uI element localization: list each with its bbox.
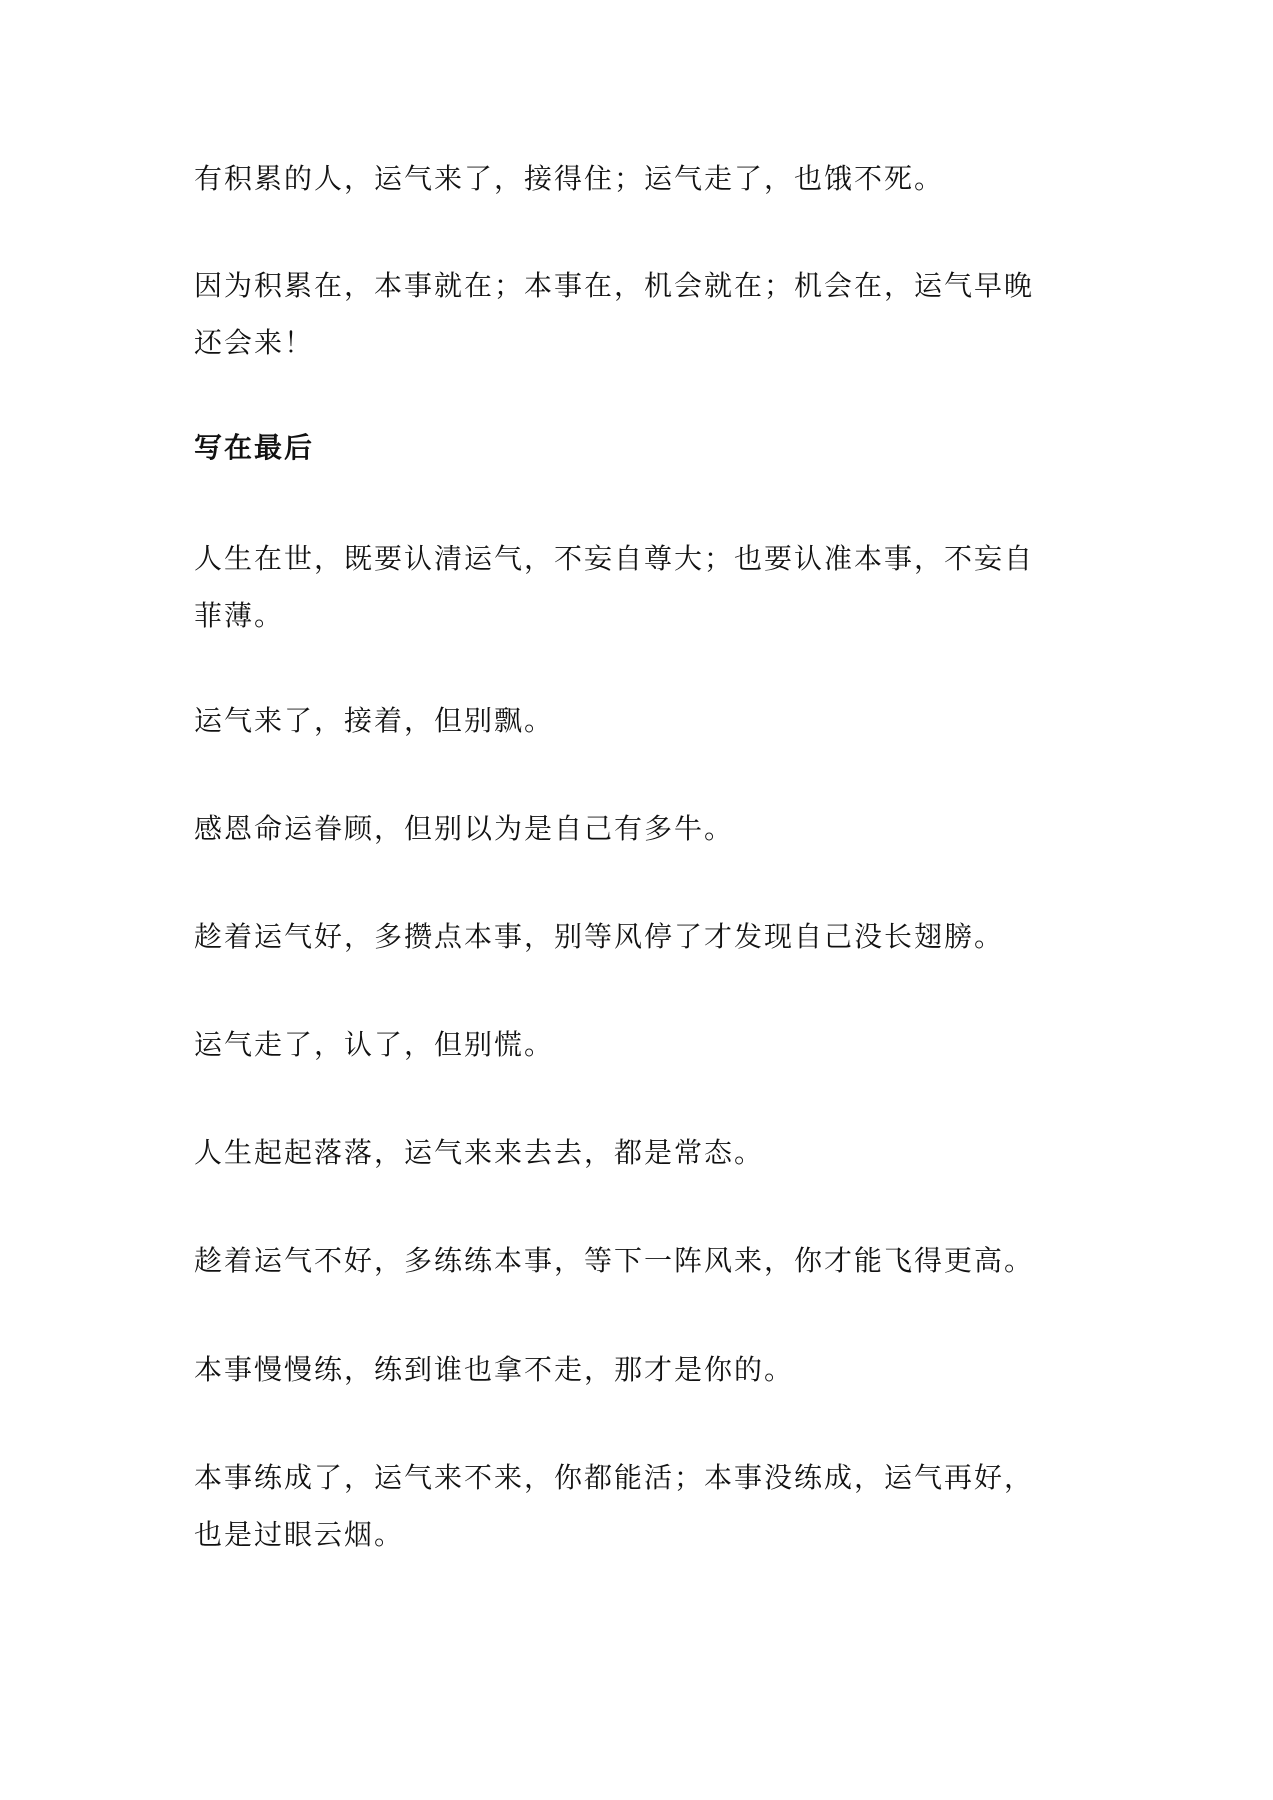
- paragraph-line: 本事练成了，运气来不来，你都能活；本事没练成，运气再好，: [194, 1461, 1035, 1494]
- paragraph-8: [194, 1124, 1094, 1181]
- paragraph-7: [194, 1016, 1094, 1073]
- paragraph-line: 本事慢慢练，练到谁也拿不走，那才是你的。: [194, 1353, 795, 1386]
- paragraph-line: 因为积累在，本事就在；本事在，机会就在；机会在，运气早晚: [194, 269, 1035, 302]
- paragraph-3: [194, 530, 1094, 644]
- paragraph-line: 也是过眼云烟。: [194, 1518, 405, 1551]
- section-heading: [194, 419, 1094, 476]
- paragraph-line: 感恩命运眷顾，但别以为是自己有多牛。: [194, 812, 735, 845]
- paragraph-line: 有积累的人，运气来了，接得住；运气走了，也饿不死。: [194, 162, 945, 195]
- paragraph-line: 运气来了，接着，但别飘。: [194, 704, 555, 737]
- paragraph-9: [194, 1232, 1094, 1289]
- paragraph-line: 趁着运气不好，多练练本事，等下一阵风来，你才能飞得更高。: [194, 1244, 1035, 1277]
- paragraph-10: [194, 1341, 1094, 1398]
- paragraph-line: 还会来！: [194, 326, 315, 359]
- paragraph-line: 人生起起落落，运气来来去去，都是常态。: [194, 1136, 765, 1169]
- paragraph-1: [194, 150, 1094, 207]
- heading-text: 写在最后: [194, 431, 315, 464]
- paragraph-11: [194, 1449, 1094, 1563]
- paragraph-line: 运气走了，认了，但别慌。: [194, 1028, 555, 1061]
- paragraph-line: 人生在世，既要认清运气，不妄自尊大；也要认准本事，不妄自: [194, 542, 1035, 575]
- paragraph-6: [194, 908, 1094, 965]
- paragraph-line: 菲薄。: [194, 599, 285, 632]
- paragraph-4: [194, 692, 1094, 749]
- paragraph-2: [194, 257, 1094, 371]
- paragraph-line: 趁着运气好，多攒点本事，别等风停了才发现自己没长翅膀。: [194, 920, 1005, 953]
- paragraph-5: [194, 800, 1094, 857]
